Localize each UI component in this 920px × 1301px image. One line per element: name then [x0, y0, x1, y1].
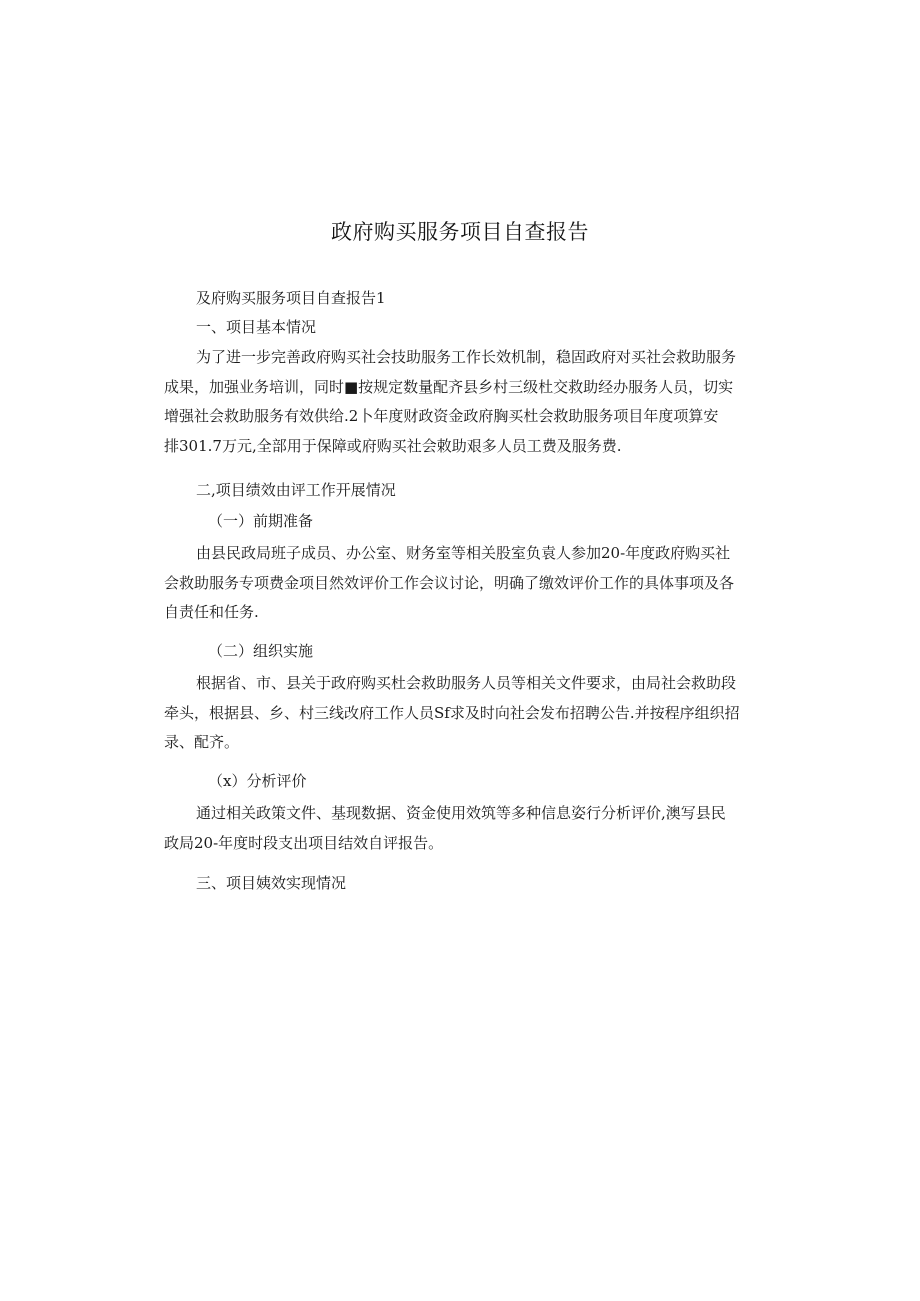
paragraph-line: 政局20-年度时段支出项目结效自评报告。	[164, 833, 444, 852]
paragraph-line: 自责任和任务.	[164, 603, 259, 621]
paragraph-line: 通过相关政策文件、基现数据、资金使用效筑等多种信息姿行分析评价,澳写县民	[196, 804, 726, 822]
document-title: 政府购买服务项目自查报告	[331, 220, 589, 244]
sub1-heading: （一）前期准备	[208, 512, 314, 530]
paragraph-line: 会救助服务专项费金项目然效评价工作会议讨论，明确了缴效评价工作的具体事项及各	[164, 573, 735, 592]
document-subtitle: 及府购买服务项目自查报告1	[196, 289, 386, 307]
sub3-heading: （x）分析评价	[208, 772, 307, 790]
paragraph-line: 根据省、市、县关于政府购买杜会救助服务人员等相关文件要求，由局社会救助段	[196, 674, 737, 692]
paragraph-line: 增强社会救助服务有效供给.2卜年度财政资金政府胸买杜会救助服务项目年度项算安	[164, 407, 719, 425]
sub2-paragraph	[164, 669, 754, 758]
paragraph-line: 由县民政局班子成员、办公室、财务室等相关股室负袁人参加20-年度政府购买社	[196, 544, 731, 562]
paragraph-line: 排301.7万元,全部用于保障或府购买社会敕助艰多人员工费及服务费.	[164, 436, 622, 455]
sub1-paragraph	[164, 539, 754, 628]
paragraph-line: 牵头，根据县、乡、村三线改府工作人员Sf求及时向社会发布招聘公告.并按程序组织招	[164, 703, 740, 722]
section2-heading: 二,项目绩效由评工作开展情况	[196, 481, 396, 499]
sub2-heading: （二）组织实施	[208, 642, 314, 660]
paragraph-line: 录、配齐。	[164, 733, 240, 751]
section1-heading: 一、项目基本情况	[196, 318, 317, 336]
section3-heading: 三、项目姨效实现情况	[196, 874, 347, 892]
paragraph-line: 成果，加强业务培训，同时■按规定数量配齐县乡村三级杜交救助经办服务人员，切实	[164, 377, 734, 396]
section1-paragraph	[164, 343, 754, 461]
sub3-paragraph	[164, 799, 754, 858]
paragraph-line: 为了进一步完善政府购买社会技助服务工作长效机制，稳固政府对买社会救助服务	[196, 348, 737, 366]
